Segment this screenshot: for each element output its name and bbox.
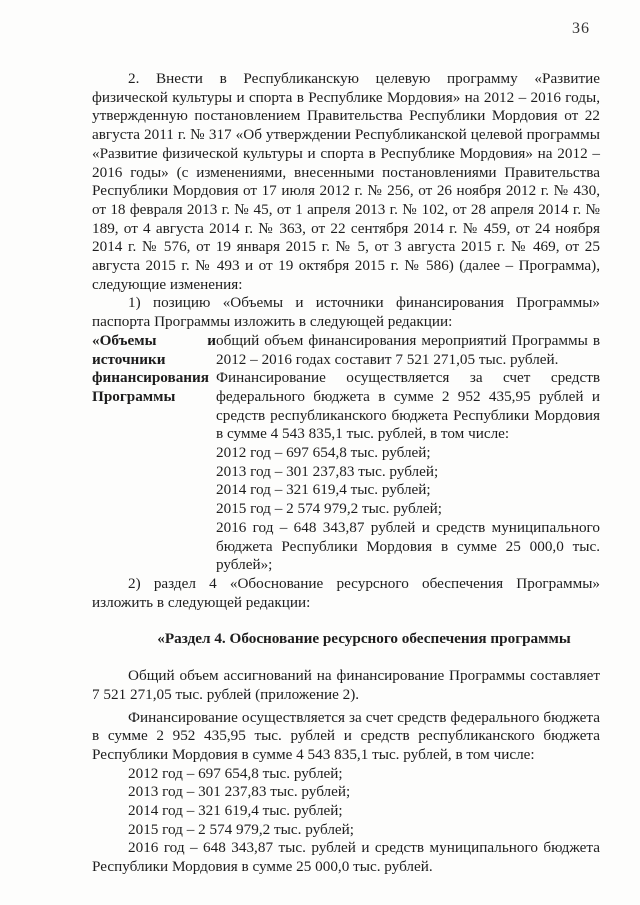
subitem-2-paragraph: 2) раздел 4 «Обоснование ресурсного обеспечения Программы» изложить в следующей редакции: bbox=[92, 574, 600, 611]
passport-year: 2012 год – 697 654,8 тыс. рублей; bbox=[216, 444, 431, 462]
passport-year: 2013 год – 301 237,83 тыс. рублей; bbox=[216, 462, 439, 480]
passport-financing: Финансирование осуществляется за счет средств федерального бюджета в сумме 2 952 435,95 рублей и средств республиканского бюджета Республики Мордовия в сумме 4 543 835,1 тыс. рублей, в том числе: bbox=[216, 369, 600, 443]
section-year: 2014 год – 321 619,4 тыс. рублей; bbox=[128, 802, 343, 820]
passport-year: 2014 год – 321 619,4 тыс. рублей; bbox=[216, 481, 431, 499]
item-2-paragraph: 2. Внести в Республиканскую целевую программу «Развитие физической культуры и спорта в Республике Мордовия» на 2012 – 2016 годы, утвержденную постановлением Правительства Республики Мордовия от 22 августа 2011 г. № 317 «Об утверждении Республиканской целевой программы «Развитие физической культуры и спорта в Республике Мордовия» на 2012 – 2016 годы» (с изменениями, внесенными постановлениями Правительства Республики Мордовия от 17 июля 2012 г. № 256, от 26 ноября 2012 г. № 430, от 18 февраля 2013 г. № 45, от 1 апреля 2013 г. № 102, от 28 апреля 2014 г. № 189, от 4 августа 2014 г. № 363, от 22 сентября 2014 г. № 459, от 24 ноября 2014 г. № 576, от 19 января 2015 г. № 5, от 3 августа 2015 г. № 469, от 25 августа 2015 г. № 493 и от 19 октября 2015 г. № 586) (далее – Программа), следующие изменения: bbox=[92, 70, 600, 293]
passport-label-rest: источники финансирования Программы bbox=[92, 350, 210, 405]
document-body bbox=[92, 70, 600, 877]
passport-label-a: «Объемы bbox=[92, 331, 157, 349]
page-number: 36 bbox=[572, 20, 590, 37]
subitem-1-paragraph: 1) позицию «Объемы и источники финансирования Программы» паспорта Программы изложить в следующей редакции: bbox=[92, 294, 600, 331]
passport-total: общий объем финансирования мероприятий Программы в 2012 – 2016 годах составит 7 521 271,05 тыс. рублей. bbox=[216, 331, 600, 368]
passport-label bbox=[92, 332, 216, 575]
section-year: 2016 год – 648 343,87 тыс. рублей и средств муниципального бюджета Республики Мордовия в сумме 25 000,0 тыс. рублей. bbox=[92, 839, 600, 876]
passport-table bbox=[92, 332, 600, 575]
section-year: 2013 год – 301 237,83 тыс. рублей; bbox=[128, 783, 351, 801]
section-heading: «Раздел 4. Обоснование ресурсного обеспечения программы bbox=[157, 630, 571, 648]
section-financing: Финансирование осуществляется за счет средств федерального бюджета в сумме 2 952 435,95 тыс. рублей и средств республиканского бюджета Республики Мордовия в сумме 4 543 835,1 тыс. рублей, в том числе: bbox=[92, 708, 600, 763]
passport-label-b: и bbox=[207, 331, 216, 349]
section-total: Общий объем ассигнований на финансирование Программы составляет 7 521 271,05 тыс. рублей (приложение 2). bbox=[92, 667, 600, 703]
passport-year: 2015 год – 2 574 979,2 тыс. рублей; bbox=[216, 500, 443, 518]
section-year: 2012 год – 697 654,8 тыс. рублей; bbox=[128, 764, 343, 782]
passport-year: 2016 год – 648 343,87 рублей и средств муниципального бюджета Республики Мордовия в сумме 25 000,0 тыс. рублей»; bbox=[216, 518, 600, 574]
passport-body bbox=[216, 332, 600, 575]
section-year: 2015 год – 2 574 979,2 тыс. рублей; bbox=[128, 820, 355, 838]
